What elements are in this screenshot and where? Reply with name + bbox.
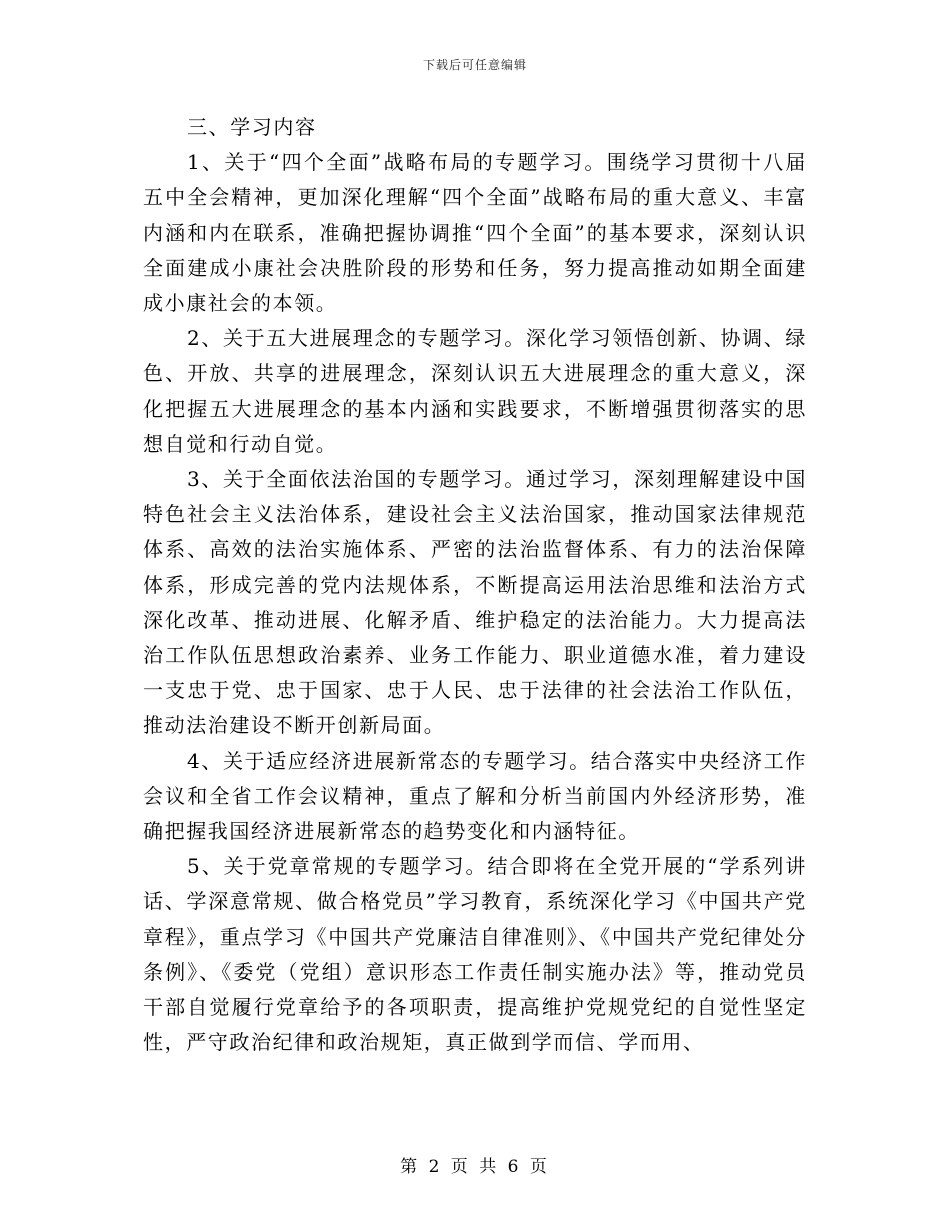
page-number: 第 2 页 共 6 页 [400, 1157, 550, 1177]
page-header: 下载后可任意编辑 [422, 58, 527, 72]
paragraph-5: 5、关于党章常规的专题学习。结合即将在全党开展的“学系列讲话、学深意常规、做合格党员”学习教育，系统深化学习《中国共产党章程》，重点学习《中国共产党廉洁自律准则》、《中国共产党纪律处分条例》、《委党（党组）意识形态工作责任制实施办法》等，推动党员干部自觉履行党章给予的各项职责，提高维护党规党纪的自觉性坚定性，严守政治纪律和政治规矩，真正做到学而信、学而用、 [143, 854, 807, 1055]
paragraph-3: 3、关于全面依法治国的专题学习。通过学习，深刻理解建设中国特色社会主义法治体系，建设社会主义法治国家，推动国家法律规范体系、高效的法治实施体系、严密的法治监督体系、有力的法治保障体系，形成完善的党内法规体系，不断提高运用法治思维和法治方式深化改革、推动进展、化解矛盾、维护稳定的法治能力。大力提高法治工作队伍思想政治素养、业务工作能力、职业道德水准，着力建设一支忠于党、忠于国家、忠于人民、忠于法律的社会法治工作队伍，推动法治建设不断开创新局面。 [143, 467, 807, 738]
paragraph-4: 4、关于适应经济进展新常态的专题学习。结合落实中央经济工作会议和全省工作会议精神，重点了解和分析当前国内外经济形势，准确把握我国经济进展新常态的趋势变化和内涵特征。 [143, 748, 807, 844]
paragraph-1: 1、关于“四个全面”战略布局的专题学习。围绕学习贯彻十八届五中全会精神，更加深化理解“四个全面”战略布局的重大意义、丰富内涵和内在联系，准确把握协调推“四个全面”的基本要求，深刻认识全面建成小康社会决胜阶段的形势和任务，努力提高推动如期全面建成小康社会的本领。 [143, 150, 807, 316]
section-heading: 三、学习内容 [187, 115, 317, 139]
document-body [143, 110, 807, 1060]
paragraph-2: 2、关于五大进展理念的专题学习。深化学习领悟创新、协调、绿色、开放、共享的进展理念，深刻认识五大进展理念的重大意义，深化把握五大进展理念的基本内涵和实践要求，不断增强贯彻落实的思想自觉和行动自觉。 [143, 326, 807, 456]
